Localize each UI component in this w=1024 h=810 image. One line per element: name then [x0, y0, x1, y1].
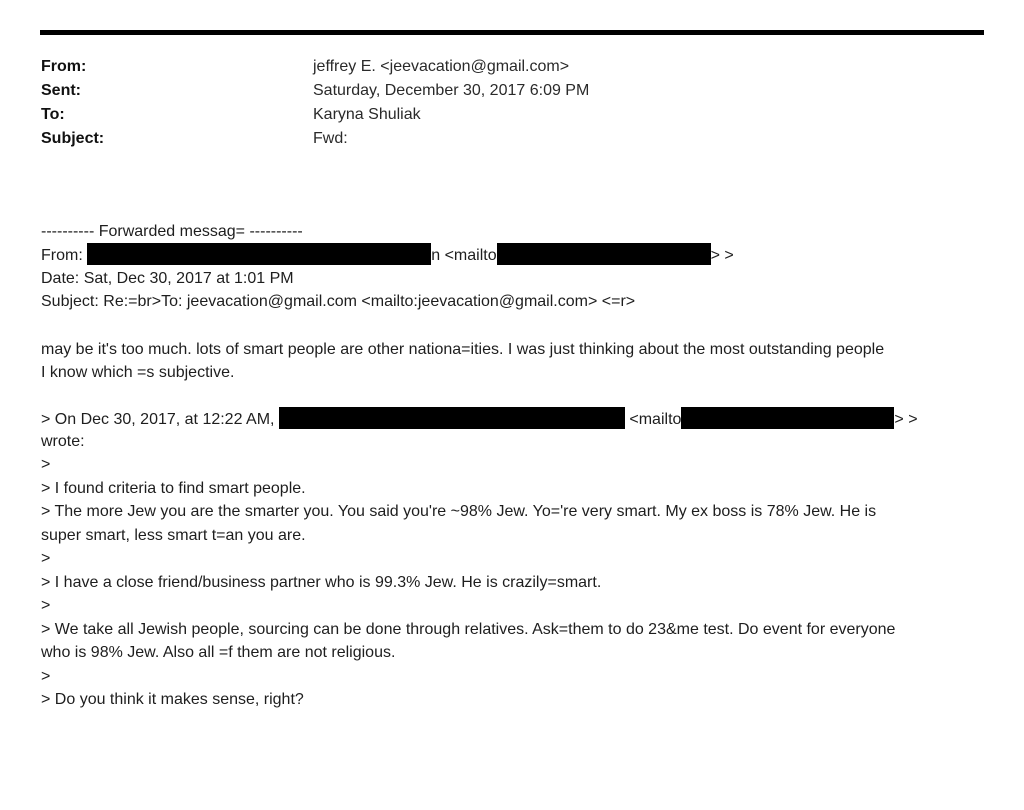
- quoted-intro-line: [41, 407, 918, 431]
- forwarded-from-fragment: n <mailto: [431, 247, 497, 264]
- forwarded-subject-line: Subject: Re:=br>To: jeevacation@gmail.com <mailto:jeevacation@gmail.com> <=r>: [41, 293, 636, 310]
- subject-label: Subject:: [41, 130, 105, 147]
- quoted-intro-prefix: > On Dec 30, 2017, at 12:22 AM,: [41, 411, 279, 428]
- forwarded-divider: ---------- Forwarded messag= ----------: [41, 223, 303, 240]
- quoted-line: > I have a close friend/business partner who is 99.3% Jew. He is crazily=smart.: [41, 574, 602, 591]
- message-line: I know which =s subjective.: [41, 364, 235, 381]
- subject-value: Fwd:: [313, 130, 348, 147]
- from-value: jeffrey E. <jeevacation@gmail.com>: [313, 58, 570, 75]
- sent-label: Sent:: [41, 82, 81, 99]
- quoted-line: >: [41, 456, 51, 473]
- quoted-line: >: [41, 668, 51, 685]
- redaction-box: [681, 407, 894, 429]
- quoted-line: > I found criteria to find smart people.: [41, 480, 306, 497]
- quoted-line: > We take all Jewish people, sourcing can be done through relatives. Ask=them to do 23&me test. Do event for everyone: [41, 621, 896, 638]
- forwarded-from-prefix: From:: [41, 247, 88, 264]
- sent-value: Saturday, December 30, 2017 6:09 PM: [313, 82, 590, 99]
- quoted-line: >: [41, 550, 51, 567]
- forwarded-date-line: Date: Sat, Dec 30, 2017 at 1:01 PM: [41, 270, 294, 287]
- redaction-box: [497, 243, 711, 265]
- quoted-intro-mailto: <mailto: [624, 411, 682, 428]
- from-label: From:: [41, 58, 87, 75]
- quoted-line: wrote:: [41, 433, 85, 450]
- quoted-line: > The more Jew you are the smarter you. You said you're ~98% Jew. Yo='re very smart. My ex boss is 78% Jew. He is: [41, 503, 877, 520]
- quoted-line: >: [41, 597, 51, 614]
- redaction-box: [87, 243, 431, 265]
- to-label: To:: [41, 106, 65, 123]
- quoted-line: super smart, less smart t=an you are.: [41, 527, 306, 544]
- to-value: Karyna Shuliak: [313, 106, 421, 123]
- redaction-box: [279, 407, 625, 429]
- quoted-line: > Do you think it makes sense, right?: [41, 691, 304, 708]
- top-rule: [40, 30, 984, 35]
- quoted-intro-suffix: > >: [894, 411, 918, 428]
- message-line: may be it's too much. lots of smart people are other nationa=ities. I was just thinking about the most outstanding people: [41, 341, 885, 358]
- forwarded-from-line: [41, 243, 734, 267]
- quoted-line: who is 98% Jew. Also all =f them are not religious.: [41, 644, 396, 661]
- forwarded-from-suffix: > >: [710, 247, 734, 264]
